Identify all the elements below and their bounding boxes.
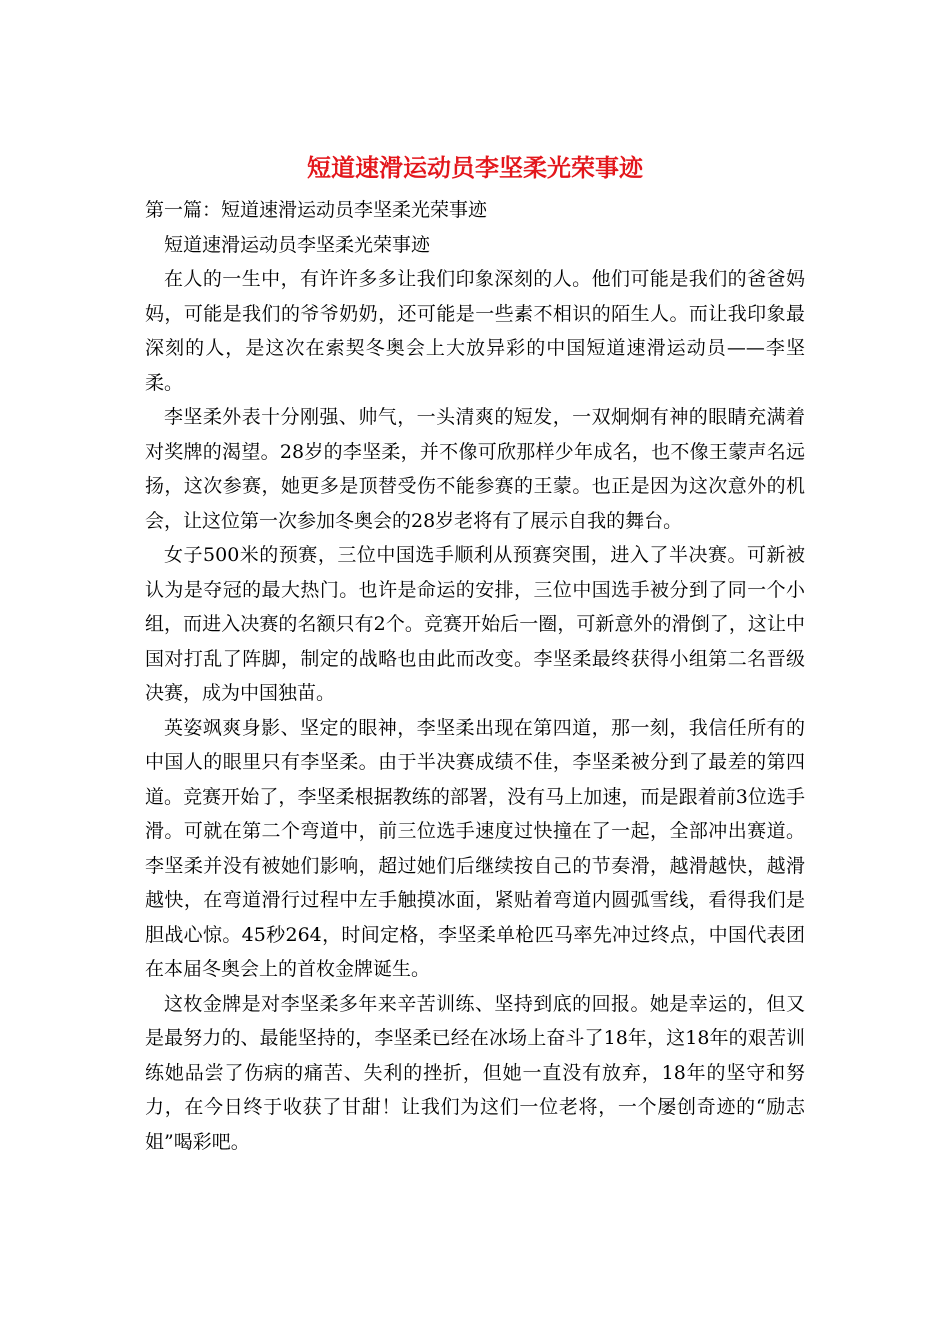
- subheading: 短道速滑运动员李坚柔光荣事迹: [164, 233, 431, 256]
- paragraph: 李坚柔外表十分刚强、帅气，一头清爽的短发，一双炯炯有神的眼睛充满着对奖牌的渴望。28岁的李坚柔，并不像可欣那样少年成名，也不像王蒙声名远扬，这次参赛，她更多是顶替受伤不能参赛的王蒙。也正是因为这次意外的机会，让这位第一次参加冬奥会的28岁老将有了展示自我的舞台。: [145, 406, 805, 532]
- document-body: [145, 193, 805, 1159]
- paragraph: 这枚金牌是对李坚柔多年来辛苦训练、坚持到底的回报。她是幸运的，但又是最努力的、最能坚持的，李坚柔已经在冰场上奋斗了18年，这18年的艰苦训练她品尝了伤病的痛苦、失利的挫折，但她一直没有放弃，18年的坚守和努力，在今日终于收获了甘甜！让我们为这们一位老将，一个屡创奇迹的“励志姐”喝彩吧。: [145, 992, 805, 1153]
- section-heading: 第一篇：短道速滑运动员李坚柔光荣事迹: [145, 199, 488, 221]
- paragraph: 女子500米的预赛，三位中国选手顺利从预赛突围，进入了半决赛。可新被认为是夺冠的最大热门。也许是命运的安排，三位中国选手被分到了同一个小组，而进入决赛的名额只有2个。竞赛开始后一圈，可新意外的滑倒了，这让中国对打乱了阵脚，制定的战略也由此而改变。李坚柔最终获得小组第二名晋级决赛，成为中国独苗。: [145, 544, 805, 704]
- paragraph: 在人的一生中，有许许多多让我们印象深刻的人。他们可能是我们的爸爸妈妈，可能是我们的爷爷奶奶，还可能是一些素不相识的陌生人。而让我印象最深刻的人，是这次在索契冬奥会上大放异彩的中国短道速滑运动员——李坚柔。: [145, 268, 805, 394]
- document-title: 短道速滑运动员李坚柔光荣事迹: [307, 153, 643, 182]
- paragraph: 英姿飒爽身影、坚定的眼神，李坚柔出现在第四道，那一刻，我信任所有的中国人的眼里只有李坚柔。由于半决赛成绩不佳，李坚柔被分到了最差的第四道。竞赛开始了，李坚柔根据教练的部署，没有马上加速，而是跟着前3位选手滑。可就在第二个弯道中，前三位选手速度过快撞在了一起，全部冲出赛道。李坚柔并没有被她们影响，超过她们后继续按自己的节奏滑，越滑越快，越滑越快，在弯道滑行过程中左手触摸冰面，紧贴着弯道内圆弧雪线，看得我们是胆战心惊。45秒264，时间定格，李坚柔单枪匹马率先冲过终点，中国代表团在本届冬奥会上的首枚金牌诞生。: [145, 716, 805, 980]
